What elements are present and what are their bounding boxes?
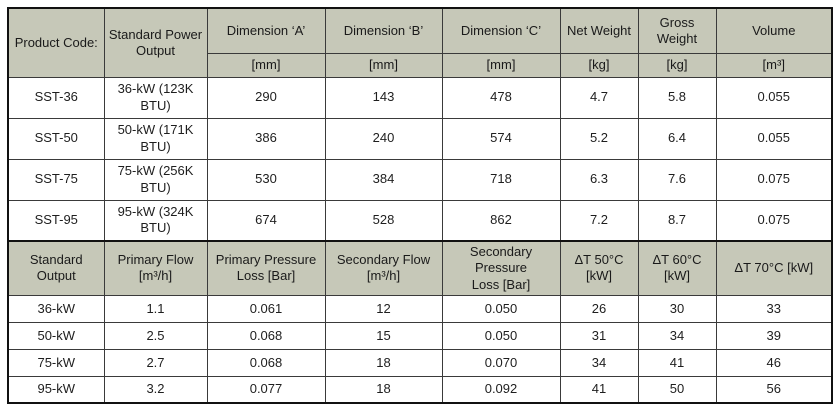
table-row — [8, 118, 832, 159]
unit-dimension-a: [mm] — [207, 53, 325, 77]
data-cell: 3.2 — [104, 376, 207, 403]
data-cell: 7.6 — [638, 159, 716, 200]
data-cell: 0.075 — [716, 200, 832, 241]
header-line2: [m³/h] — [366, 268, 401, 284]
product-code-cell: SST-36 — [8, 77, 104, 118]
data-cell: 384 — [325, 159, 442, 200]
header-line1: Secondary Flow — [336, 252, 431, 268]
header-line2: [kW] — [586, 268, 612, 284]
data-cell: 0.075 — [716, 159, 832, 200]
data-cell: 18 — [325, 376, 442, 403]
data-cell: 5.2 — [560, 118, 638, 159]
header-standard-output — [8, 241, 104, 295]
data-cell: 18 — [325, 349, 442, 376]
data-cell: 56 — [716, 376, 832, 403]
data-cell: 6.4 — [638, 118, 716, 159]
data-cell: 34 — [560, 349, 638, 376]
data-cell: 7.2 — [560, 200, 638, 241]
header-line2: Loss [Bar] — [236, 268, 296, 284]
power-output-cell: 36-kW (123K BTU) — [104, 77, 207, 118]
power-output-cell: 50-kW (171K BTU) — [104, 118, 207, 159]
performance-header-row — [8, 241, 832, 295]
data-cell: 528 — [325, 200, 442, 241]
table-row — [8, 77, 832, 118]
header-line1: Secondary Pressure — [469, 244, 533, 276]
data-cell: 240 — [325, 118, 442, 159]
header-primary-flow — [104, 241, 207, 295]
data-cell: 0.061 — [207, 295, 325, 322]
header-line1: Primary Pressure — [215, 252, 317, 268]
data-cell: 718 — [442, 159, 560, 200]
data-cell: 2.5 — [104, 322, 207, 349]
data-cell: 4.7 — [560, 77, 638, 118]
data-cell: 1.1 — [104, 295, 207, 322]
header-net-weight: Net Weight — [560, 8, 638, 53]
data-cell: 6.3 — [560, 159, 638, 200]
spec-header-row — [8, 8, 832, 53]
output-cell: 36-kW — [8, 295, 104, 322]
table-row — [8, 322, 832, 349]
data-cell: 15 — [325, 322, 442, 349]
data-cell: 8.7 — [638, 200, 716, 241]
data-cell: 34 — [638, 322, 716, 349]
header-power-output: Standard Power Output — [104, 8, 207, 77]
header-dimension-a: Dimension ‘A’ — [207, 8, 325, 53]
header-line1: Standard — [29, 252, 83, 268]
output-cell: 50-kW — [8, 322, 104, 349]
data-cell: 31 — [560, 322, 638, 349]
header-secondary-flow — [325, 241, 442, 295]
header-volume: Volume — [716, 8, 832, 53]
data-cell: 862 — [442, 200, 560, 241]
unit-net-weight: [kg] — [560, 53, 638, 77]
header-delta-t-60 — [638, 241, 716, 295]
table-row — [8, 159, 832, 200]
header-line1: ΔT 70°C [kW] — [734, 260, 814, 276]
data-cell: 41 — [560, 376, 638, 403]
table-row — [8, 200, 832, 241]
data-cell: 0.092 — [442, 376, 560, 403]
product-code-cell: SST-50 — [8, 118, 104, 159]
header-product-code: Product Code: — [8, 8, 104, 77]
power-output-cell: 75-kW (256K BTU) — [104, 159, 207, 200]
data-cell: 290 — [207, 77, 325, 118]
header-line1: ΔT 60°C — [652, 252, 702, 268]
unit-volume: [m³] — [716, 53, 832, 77]
data-cell: 39 — [716, 322, 832, 349]
data-cell: 674 — [207, 200, 325, 241]
unit-gross-weight: [kg] — [638, 53, 716, 77]
data-cell: 0.050 — [442, 322, 560, 349]
header-line2: Output — [36, 268, 76, 284]
header-dimension-b: Dimension ‘B’ — [325, 8, 442, 53]
data-cell: 46 — [716, 349, 832, 376]
header-line2: [kW] — [664, 268, 690, 284]
data-cell: 386 — [207, 118, 325, 159]
data-cell: 0.068 — [207, 322, 325, 349]
header-secondary-pressure-loss — [442, 241, 560, 295]
header-delta-t-50 — [560, 241, 638, 295]
header-line1: Primary Flow — [117, 252, 194, 268]
data-cell: 0.055 — [716, 77, 832, 118]
header-dimension-c: Dimension ‘C’ — [442, 8, 560, 53]
table-row — [8, 295, 832, 322]
data-cell: 0.068 — [207, 349, 325, 376]
unit-dimension-b: [mm] — [325, 53, 442, 77]
data-cell: 0.055 — [716, 118, 832, 159]
data-cell: 5.8 — [638, 77, 716, 118]
data-cell: 26 — [560, 295, 638, 322]
header-gross-weight: Gross Weight — [638, 8, 716, 53]
product-code-cell: SST-75 — [8, 159, 104, 200]
header-line1: ΔT 50°C — [574, 252, 624, 268]
header-delta-t-70 — [716, 241, 832, 295]
data-cell: 0.077 — [207, 376, 325, 403]
unit-dimension-c: [mm] — [442, 53, 560, 77]
output-cell: 95-kW — [8, 376, 104, 403]
data-cell: 530 — [207, 159, 325, 200]
data-cell: 30 — [638, 295, 716, 322]
table-row — [8, 349, 832, 376]
product-spec-table — [7, 7, 833, 404]
header-line2: Loss [Bar] — [471, 276, 531, 292]
data-cell: 0.070 — [442, 349, 560, 376]
data-cell: 12 — [325, 295, 442, 322]
data-cell: 33 — [716, 295, 832, 322]
data-cell: 574 — [442, 118, 560, 159]
output-cell: 75-kW — [8, 349, 104, 376]
header-line2: [m³/h] — [138, 268, 173, 284]
table-row — [8, 376, 832, 403]
data-cell: 143 — [325, 77, 442, 118]
data-cell: 41 — [638, 349, 716, 376]
data-cell: 0.050 — [442, 295, 560, 322]
product-code-cell: SST-95 — [8, 200, 104, 241]
data-cell: 478 — [442, 77, 560, 118]
header-primary-pressure-loss — [207, 241, 325, 295]
power-output-cell: 95-kW (324K BTU) — [104, 200, 207, 241]
data-cell: 2.7 — [104, 349, 207, 376]
data-cell: 50 — [638, 376, 716, 403]
